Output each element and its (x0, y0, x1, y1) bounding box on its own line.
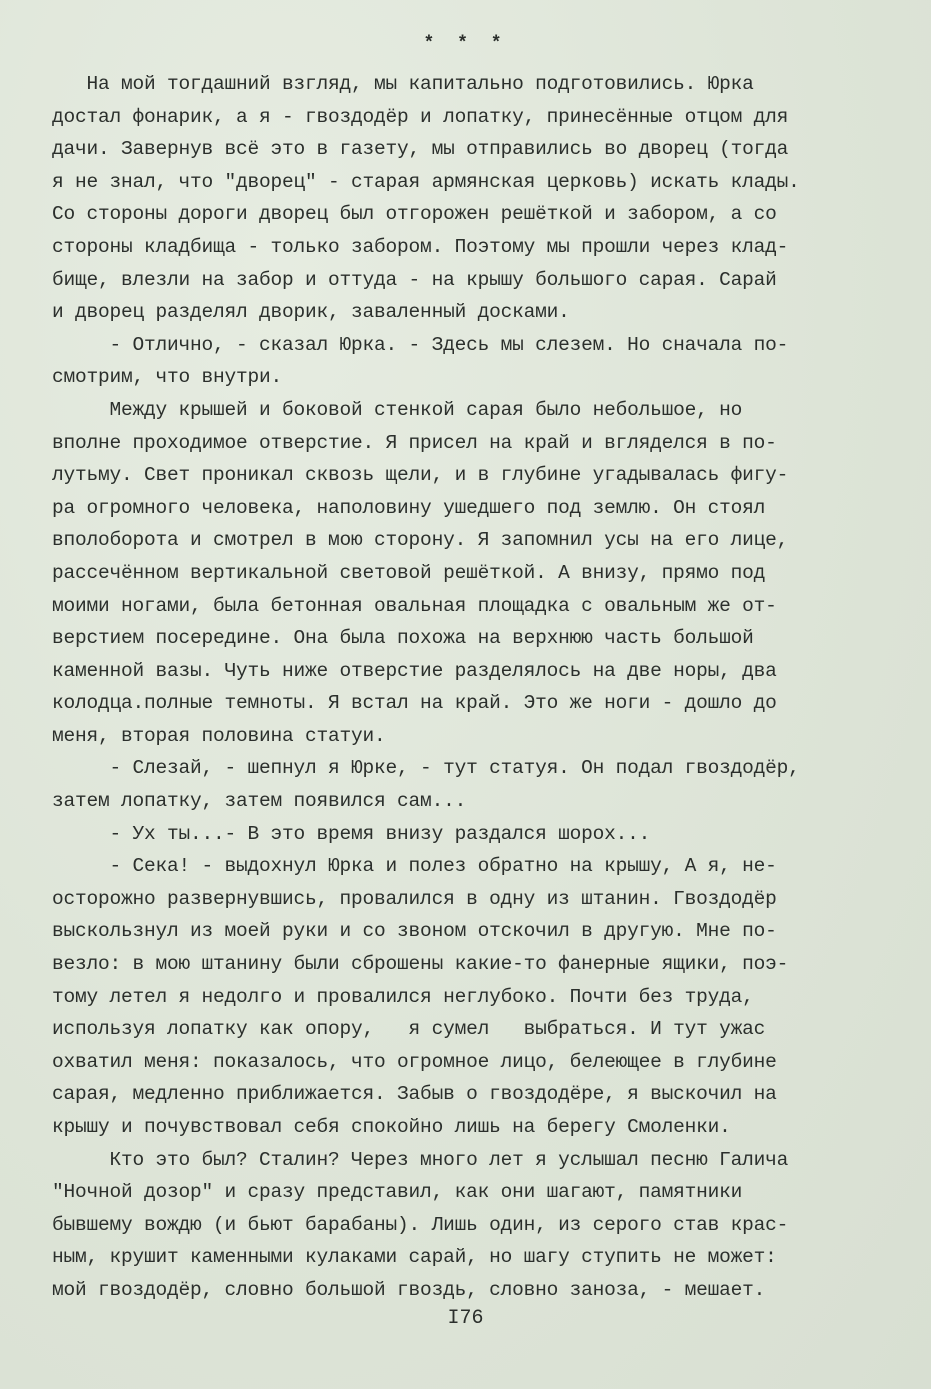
text-line: - Ух ты...- В это время внизу раздался шорох... (52, 822, 651, 845)
text-line: Между крышей и боковой стенкой сарая было небольшое, но (52, 398, 743, 421)
text-line: дачи. Завернув всё это в газету, мы отправились во дворец (тогда (52, 138, 789, 161)
text-line: тому летел я недолго и провалился неглубоко. Почти без труда, (52, 985, 754, 1008)
text-line: На мой тогдашний взгляд, мы капитально подготовились. Юрка (52, 73, 754, 95)
text-line: бище, влезли на забор и оттуда - на крышу большого сарая. Сарай (52, 268, 777, 291)
text-line: выскользнул из моей руки и со звоном отскочил в другую. Мне по- (52, 920, 777, 943)
text-line: Кто это был? Сталин? Через много лет я услышал песню Галича (52, 1148, 789, 1171)
text-line: и дворец разделял дворик, заваленный досками. (52, 301, 570, 324)
text-line: сарая, медленно приближается. Забыв о гвоздодёре, я выскочил на (52, 1083, 777, 1106)
text-line: - Слезай, - шепнул я Юрке, - тут статуя. Он подал гвоздодёр, (52, 757, 800, 780)
text-line: везло: в мою штанину были сброшены какие-то фанерные ящики, поэ- (52, 953, 789, 976)
text-line: вполне проходимое отверстие. Я присел на край и вгляделся в по- (52, 431, 777, 454)
text-line: меня, вторая половина статуи. (52, 724, 386, 747)
text-line: мой гвоздодёр, словно большой гвоздь, словно заноза, - мешает. (52, 1278, 766, 1301)
text-line: вполоборота и смотрел в мою сторону. Я запомнил усы на его лице, (52, 529, 789, 552)
text-line: смотрим, что внутри. (52, 366, 283, 389)
text-line: используя лопатку как опору, я сумел выбраться. И тут ужас (52, 1018, 766, 1041)
text-line: каменной вазы. Чуть ниже отверстие разделялось на две норы, два (52, 659, 777, 682)
text-line: осторожно развернувшись, провалился в одну из штанин. Гвоздодёр (52, 887, 777, 910)
page-number: I76 (447, 1307, 484, 1330)
text-line: рассечённом вертикальной световой решёткой. А внизу, прямо под (52, 561, 766, 584)
text-line: колодца.полные темноты. Я встал на край. Это же ноги - дошло до (52, 692, 777, 715)
text-line: достал фонарик, а я - гвоздодёр и лопатку, принесённые отцом для (52, 105, 789, 128)
text-line: - Отлично, - сказал Юрка. - Здесь мы слезем. Но сначала по- (52, 333, 789, 356)
text-line: верстием посередине. Она была похожа на верхнюю часть большой (52, 627, 754, 650)
text-line: моими ногами, была бетонная овальная площадка с овальным же от- (52, 594, 777, 617)
text-line: "Ночной дозор" и сразу представил, как они шагают, памятники (52, 1181, 743, 1204)
body-text (52, 68, 892, 1307)
section-separator: * * * (423, 34, 508, 54)
text-line: бывшему вождю (и бьют барабаны). Лишь один, из серого став крас- (52, 1213, 789, 1236)
text-line: я не знал, что "дворец" - старая армянская церковь) искать клады. (52, 170, 800, 193)
text-line: ра огромного человека, наполовину ушедшего под землю. Он стоял (52, 496, 766, 519)
text-line: - Сека! - выдохнул Юрка и полез обратно на крышу, А я, не- (52, 855, 777, 878)
text-line: Со стороны дороги дворец был отгорожен решёткой и забором, а со (52, 203, 777, 226)
text-line: крышу и почувствовал себя спокойно лишь на берегу Смоленки. (52, 1116, 731, 1138)
text-line: затем лопатку, затем появился сам... (52, 790, 467, 813)
text-line: охватил меня: показалось, что огромное лицо, белеющее в глубине (52, 1050, 777, 1073)
text-line: лутьму. Свет проникал сквозь щели, и в глубине угадывалась фигу- (52, 464, 789, 487)
text-line: ным, крушит каменными кулаками сарай, но шагу ступить не может: (52, 1246, 777, 1269)
text-line: стороны кладбища - только забором. Поэтому мы прошли через клад- (52, 235, 789, 258)
